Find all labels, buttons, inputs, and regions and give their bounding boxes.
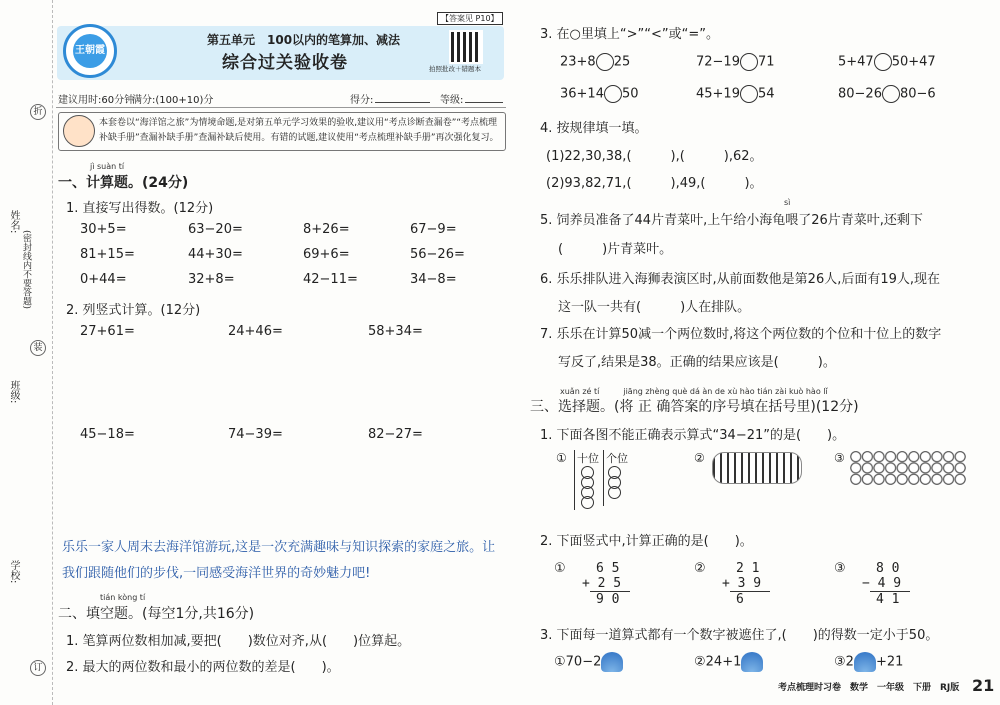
question: 7. 乐乐在计算50减一个两位数时,将这个两位数的个位和十位上的数字 xyxy=(540,327,942,342)
question: 1. 下面各图不能正确表示算式“34−21”的是( )。 xyxy=(540,428,846,443)
pinyin: jì suàn tí xyxy=(90,162,125,171)
question: 3. 在○里填上“>”“<”或“=”。 xyxy=(540,27,719,42)
direct-calc: 42−11= xyxy=(303,272,358,287)
compare-item: 72−19 71 xyxy=(696,54,775,70)
question: (2)93,82,71,( ),49,( )。 xyxy=(546,176,763,191)
question: 2. 最大的两位数和最小的两位数的差是( )。 xyxy=(66,660,340,675)
shell-icon xyxy=(854,652,876,672)
compare-blank[interactable] xyxy=(874,53,892,71)
option-label: ② xyxy=(694,451,705,465)
direct-calc: 0+44= xyxy=(80,272,127,287)
qr-code-icon[interactable] xyxy=(449,30,483,64)
hidden-digit-item: ②24+1 xyxy=(694,652,763,672)
question: 这一队一共有( )人在排队。 xyxy=(558,300,751,315)
compare-item: 5+47 50+47 xyxy=(838,54,936,70)
question: 6. 乐乐排队进入海狮表演区时,从前面数他是第26人,后面有19人,现在 xyxy=(540,272,941,287)
hidden-digit-item: ①70−2 xyxy=(554,652,623,672)
full-score: 满分:(100+10)分 xyxy=(132,95,214,106)
direct-calc: 81+15= xyxy=(80,247,135,262)
option-label: ③ xyxy=(834,561,846,576)
question: 5. 饲养员准备了44片青菜叶,上午给小海龟喂了26片青菜叶,还剩下 xyxy=(540,213,923,228)
question: 2. 下面竖式中,计算正确的是( )。 xyxy=(540,534,753,549)
grade-label: 等级: xyxy=(440,95,464,106)
spine-mark: 装 xyxy=(30,340,46,356)
student-avatar-icon xyxy=(63,115,95,147)
question: 4. 按规律填一填。 xyxy=(540,121,648,136)
intro-box xyxy=(58,112,506,151)
compare-item: 23+8 25 xyxy=(560,54,631,70)
intro-text: 本套卷以“海洋馆之旅”为情境命题,是对第五单元学习效果的验收,建议用“考点诊断查漏卷”“考点梳理补缺手册”查漏补缺手册”查漏补缺后使用。有错的试题,建议使用“考点梳理补缺手册”再次强化复习。 xyxy=(99,118,499,143)
vertical-calc: 45−18= xyxy=(80,427,135,442)
compare-item: 36+14 50 xyxy=(560,86,639,102)
compare-blank[interactable] xyxy=(596,53,614,71)
story-text: 乐乐一家人周末去海洋馆游玩,这是一次充满趣味与知识探索的家庭之旅。让我们跟随他们的步伐,一同感受海洋世界的奇妙魅力吧! xyxy=(62,540,496,581)
direct-calc: 34−8= xyxy=(410,272,457,287)
spine-class-label: 班级: xyxy=(8,380,19,404)
vertical-calc: 27+61= xyxy=(80,324,135,339)
vertical-calculation: 6 5 + 2 5 9 0 xyxy=(576,561,630,607)
direct-calc: 30+5= xyxy=(80,222,127,237)
direct-calc: 67−9= xyxy=(410,222,457,237)
vertical-calculation: 2 1 + 3 9 6 xyxy=(716,561,770,607)
question: ( )片青菜叶。 xyxy=(558,242,673,257)
answer-reference: 【答案见 P10】 xyxy=(437,12,503,25)
question: 1. 直接写出得数。(12分) xyxy=(66,201,214,216)
unit-title: 第五单元 100以内的笔算加、减法 xyxy=(207,33,401,47)
pinyin: tián kòng tí xyxy=(100,593,146,602)
page-number: 21 xyxy=(972,676,995,695)
spine-mark: 折 xyxy=(30,104,46,120)
right-page xyxy=(516,0,1000,705)
spine-note: (密封线内不要答题) xyxy=(21,230,31,310)
compare-blank[interactable] xyxy=(882,85,900,103)
compare-blank[interactable] xyxy=(740,53,758,71)
section-title: 一、计算题。(24分) xyxy=(58,175,189,191)
circles-diagram-icon xyxy=(850,451,966,485)
question: 3. 下面每一道算式都有一个数字被遮住了,( )的得数一定小于50。 xyxy=(540,628,939,643)
brand-logo: 王朝霞 xyxy=(63,24,117,78)
compare-blank[interactable] xyxy=(740,85,758,103)
compare-item: 80−26 80−6 xyxy=(838,86,936,102)
vertical-calculation: 8 0 − 4 9 4 1 xyxy=(856,561,910,607)
vertical-calc: 82−27= xyxy=(368,427,423,442)
direct-calc: 63−20= xyxy=(188,222,243,237)
question: 写反了,结果是38。正确的结果应该是( )。 xyxy=(558,355,836,370)
sticks-diagram-icon xyxy=(712,452,802,484)
suggested-time: 建议用时:60分钟 xyxy=(58,95,135,106)
shell-icon xyxy=(601,652,623,672)
binding-spine xyxy=(0,0,53,705)
vertical-calc: 58+34= xyxy=(368,324,423,339)
direct-calc: 44+30= xyxy=(188,247,243,262)
spine-school-label: 学校: xyxy=(8,560,19,584)
direct-calc: 32+8= xyxy=(188,272,235,287)
option-label: ② xyxy=(694,561,706,576)
question: 2. 列竖式计算。(12分) xyxy=(66,303,201,318)
question: 1. 笔算两位数相加减,要把( )数位对齐,从( )位算起。 xyxy=(66,634,411,649)
abacus-diagram: 十位 个位 xyxy=(574,450,631,510)
question: (1)22,30,38,( ),( ),62。 xyxy=(546,149,763,164)
section-title: 二、填空题。(每空1分,共16分) xyxy=(58,606,255,622)
qr-caption: 拍照批改＋错题本 xyxy=(429,65,481,73)
option-label: ① xyxy=(556,451,567,465)
spine-name-label: 姓名: xyxy=(8,210,19,234)
compare-blank[interactable] xyxy=(604,85,622,103)
section-title: 三、选择题。(将 正 确答案的序号填在括号里)(12分) xyxy=(530,399,859,415)
vertical-calc: 24+46= xyxy=(228,324,283,339)
shell-icon xyxy=(741,652,763,672)
compare-item: 45+19 54 xyxy=(696,86,775,102)
vertical-calc: 74−39= xyxy=(228,427,283,442)
pinyin: xuǎn zé tí jiāng zhèng què dá àn de xù hào tián zài kuò hào lǐ xyxy=(560,387,828,396)
score-label: 得分: xyxy=(350,95,374,106)
header-banner xyxy=(57,14,504,80)
direct-calc: 8+26= xyxy=(303,222,350,237)
hidden-digit-item: ③2 +21 xyxy=(834,652,903,672)
spine-mark: 订 xyxy=(30,660,46,676)
direct-calc: 56−26= xyxy=(410,247,465,262)
page-title: 综合过关验收卷 xyxy=(222,53,348,73)
option-label: ① xyxy=(554,561,566,576)
footer-text: 考点梳理时习卷 数学 一年级 下册 RJ版 xyxy=(778,683,960,693)
option-label: ③ xyxy=(834,451,845,465)
direct-calc: 69+6= xyxy=(303,247,350,262)
pinyin: sì xyxy=(784,198,791,207)
